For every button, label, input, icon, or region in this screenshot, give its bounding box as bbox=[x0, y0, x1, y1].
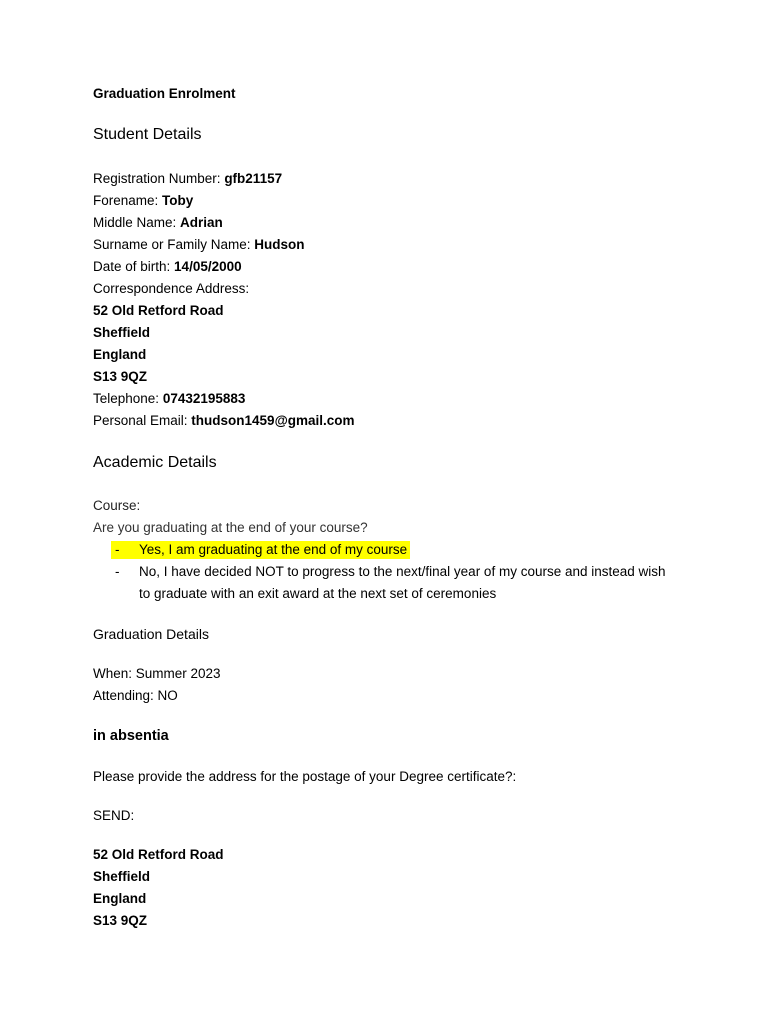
field-label: Telephone: bbox=[93, 391, 163, 406]
option-text: No, I have decided NOT to progress to the next/final year of my course and instead wish bbox=[139, 564, 666, 579]
field-label: Forename: bbox=[93, 193, 163, 208]
option-graduating bbox=[93, 539, 423, 561]
forename-row bbox=[93, 190, 193, 212]
graduating-question: Are you graduating at the end of your course? bbox=[93, 520, 368, 535]
document-title: Graduation Enrolment bbox=[93, 86, 236, 101]
bullet-dash: - bbox=[115, 542, 120, 557]
address-line: England bbox=[93, 347, 147, 362]
postage-address-line: 52 Old Retford Road bbox=[93, 847, 224, 862]
field-value: Toby bbox=[162, 193, 194, 208]
date-of-birth-row bbox=[93, 256, 242, 278]
registration-number-row bbox=[93, 168, 282, 190]
student-details-heading: Student Details bbox=[93, 126, 202, 143]
bullet-dash: - bbox=[115, 564, 120, 579]
field-value: Adrian bbox=[180, 215, 223, 230]
academic-details-heading: Academic Details bbox=[93, 454, 217, 471]
option-text-continuation: to graduate with an exit award at the next set of ceremonies bbox=[139, 586, 497, 601]
address-line: 52 Old Retford Road bbox=[93, 303, 224, 318]
graduation-attending: Attending: NO bbox=[93, 688, 178, 703]
option-text: Yes, I am graduating at the end of my course bbox=[139, 542, 408, 557]
in-absentia-heading: in absentia bbox=[93, 728, 169, 744]
address-line: Sheffield bbox=[93, 325, 151, 340]
option-exit-award bbox=[93, 561, 713, 583]
field-label: Middle Name: bbox=[93, 215, 181, 230]
postage-address-line: England bbox=[93, 891, 147, 906]
field-value: Hudson bbox=[254, 237, 305, 252]
postage-address-line: S13 9QZ bbox=[93, 913, 148, 928]
field-value: gfb21157 bbox=[224, 171, 283, 186]
field-label: Personal Email: bbox=[93, 413, 192, 428]
field-label: Date of birth: bbox=[93, 259, 175, 274]
send-label: SEND: bbox=[93, 808, 135, 823]
option-exit-award-continued bbox=[93, 583, 713, 605]
field-value: 14/05/2000 bbox=[174, 259, 242, 274]
postage-address-line: Sheffield bbox=[93, 869, 151, 884]
correspondence-address-label: Correspondence Address: bbox=[93, 281, 250, 296]
middle-name-row bbox=[93, 212, 223, 234]
telephone-row bbox=[93, 388, 245, 410]
email-row bbox=[93, 410, 355, 432]
address-line: S13 9QZ bbox=[93, 369, 148, 384]
course-label: Course: bbox=[93, 498, 141, 513]
surname-row bbox=[93, 234, 305, 256]
email-value: thudson1459@gmail.com bbox=[191, 413, 355, 428]
graduation-details-heading: Graduation Details bbox=[93, 626, 209, 642]
postage-prompt: Please provide the address for the postage of your Degree certificate?: bbox=[93, 769, 517, 784]
telephone-value: 07432195883 bbox=[162, 391, 246, 406]
field-label: Registration Number: bbox=[93, 171, 225, 186]
field-label: Surname or Family Name: bbox=[93, 237, 255, 252]
graduation-when: When: Summer 2023 bbox=[93, 666, 221, 681]
